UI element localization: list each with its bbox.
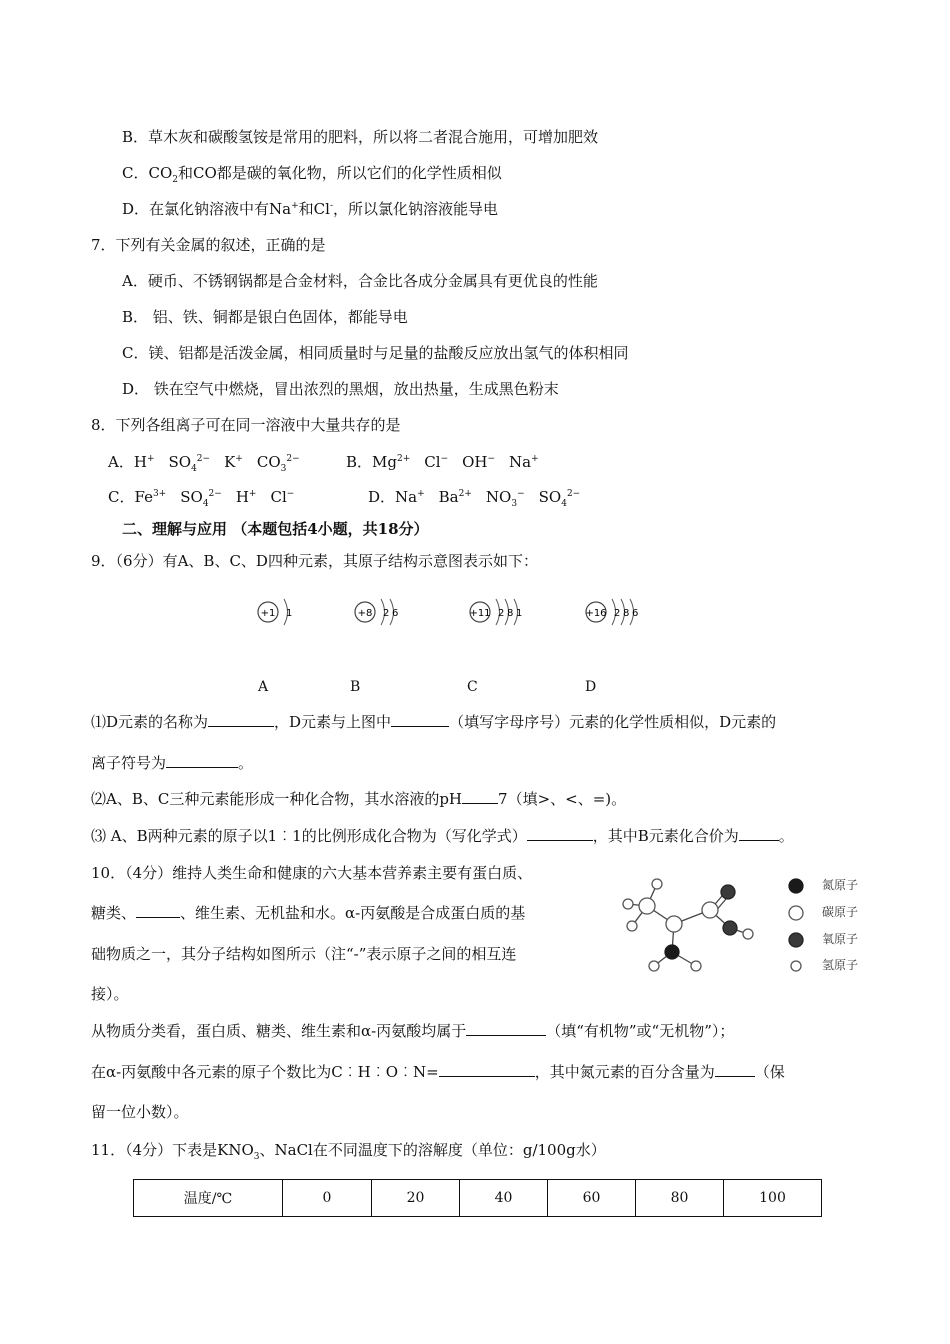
oxygen-atom [723,921,737,935]
table-row [134,1180,822,1217]
electron-count: 6 [632,608,639,619]
carbon-atom [702,902,718,918]
hydrogen-atom [627,921,637,931]
answer-blank[interactable] [208,712,274,727]
hydrogen-atom [652,879,662,889]
hydrogen-atom [623,899,633,909]
atom-diagram-c [469,599,522,625]
table-header-cell: 0 [283,1180,372,1217]
q8-stem: 8．下列各组离子可在同一溶液中大量共存的是 [91,416,401,434]
answer-blank[interactable] [439,1062,535,1077]
q8-option-d [368,487,594,514]
legend-nitrogen: 氮原子 [822,878,859,892]
q10-line5: 从物质分类看，蛋白质、糖类、维生素和α-丙氨酸均属于 （填“有机物”或“无机物”）； [91,1022,735,1040]
legend-carbon: 碳原子 [822,905,859,919]
atom-diagram-b [355,599,398,625]
q7-stem: 7．下列有关金属的叙述，正确的是 [91,236,326,254]
electron-count: 2 [614,608,621,619]
atom-structure-diagrams [240,590,660,640]
ion: $Fe^{3+}$ [134,488,167,506]
option-label: A． [108,453,134,471]
answer-blank[interactable] [136,903,180,918]
legend-hydrogen: 氢原子 [822,958,859,972]
legend-oxygen-atom-marker [789,933,803,947]
ion: $Ba^{2+}$ [438,488,472,506]
table-header-cell: 80 [636,1180,724,1217]
q7-option-b: B． 铝、铁、铜都是银白色固体，都能导电 [122,308,408,326]
legend-carbon-atom-marker [789,906,803,920]
carbon-atom [666,916,682,932]
ion: K+ [224,453,243,471]
atom-label-b: B [350,679,361,695]
ion: Na+ [395,488,425,506]
q11-stem: 11．（4分）下表是$KNO_3$、NaCl在不同温度下的溶解度（单位：g/100g水） [91,1141,606,1162]
ion: Cl− [424,453,449,471]
atom-label-a: A [258,679,269,695]
answer-blank[interactable] [739,826,779,841]
q6-option-d: D．在氯化钠溶液中有Na+和Cl-，所以氯化钠溶液能导电 [122,200,498,218]
electron-count: 2 [498,608,505,619]
q8-option-c [108,487,308,514]
nuclear-charge: +11 [469,608,491,619]
ion: Na+ [509,453,539,471]
ion: Cl− [270,488,295,506]
electron-count: 8 [623,608,630,619]
table-header-cell: 100 [724,1180,822,1217]
option-label: D． [368,488,396,506]
ion: H+ [133,453,155,471]
electron-count: 6 [392,608,399,619]
solubility-table [133,1179,822,1217]
q7-option-d: D． 铁在空气中燃烧，冒出浓烈的黑烟，放出热量，生成黑色粉末 [122,380,559,398]
ion: H+ [235,488,257,506]
nitrogen-atom [665,945,679,959]
q10-line3: 础物质之一，其分子结构如图所示（注“-”表示原子之间的相互连 [91,945,517,963]
q8-option-a [108,452,314,479]
oxygen-atom [721,885,735,899]
answer-blank[interactable] [527,826,593,841]
carbon-atom [639,898,655,914]
answer-blank[interactable] [715,1062,755,1077]
ion: OH− [462,453,496,471]
atom-label-d: D [585,679,597,695]
electron-count: 2 [383,608,390,619]
ion: $SO_4^{2-}$ [168,453,211,474]
hydrogen-atom [691,961,701,971]
q10-line6: 在α-丙氨酸中各元素的原子个数比为C︰H︰O︰N= ，其中氮元素的百分含量为 （保 [91,1063,785,1081]
q9-part1-line2: 离子符号为 。 [91,754,254,772]
ion: $SO_4^{2-}$ [538,488,581,509]
q8-option-b [346,452,553,472]
q9-stem: 9．（6分）有A、B、C、D四种元素，其原子结构示意图表示如下： [91,552,538,570]
q9-part3: ⑶ A、B两种元素的原子以1︰1的比例形成化合物为（写化学式） ，其中B元素化合价为 。 [91,827,794,845]
q10-line2: 糖类、 、维生素、无机盐和水。α-丙氨酸是合成蛋白质的基 [91,904,526,922]
electron-count: 8 [507,608,514,619]
section-title: 二、理解与应用 （本题包括4小题，共18分） [122,520,429,538]
hydrogen-atom [743,929,753,939]
table-header-cell: 40 [460,1180,548,1217]
q10-line7: 留一位小数）。 [91,1103,189,1121]
answer-blank[interactable] [166,753,238,768]
ion: $SO_4^{2-}$ [180,488,222,509]
q7-option-a: A．硬币、不锈钢锅都是合金材料，合金比各成分金属具有更优良的性能 [122,272,598,290]
atom-label-c: C [467,679,478,695]
hydrogen-atom [649,961,659,971]
legend-nitrogen-atom-marker [789,879,803,893]
nuclear-charge: +16 [585,608,607,619]
legend-hydrogen-atom-marker [791,961,801,971]
answer-blank[interactable] [466,1021,546,1036]
legend-oxygen: 氧原子 [822,932,859,946]
ion: $CO_3^{2-}$ [256,453,300,474]
table-header-cell: 60 [548,1180,636,1217]
ion: $NO_3^-$ [485,488,525,509]
atom-diagram-d [585,599,638,625]
option-label: C． [108,488,135,506]
option-label: B． [346,453,373,471]
q10-line1: 10．（4分）维持人类生命和健康的六大基本营养素主要有蛋白质、 [91,864,533,882]
table-header-cell: 20 [372,1180,460,1217]
atom-diagram-a [258,599,292,625]
q10-line4: 接）。 [91,985,129,1003]
q7-option-c: C．镁、铝都是活泼金属，相同质量时与足量的盐酸反应放出氢气的体积相同 [122,344,629,362]
nuclear-charge: +1 [260,608,276,619]
answer-blank[interactable] [462,789,498,804]
q6-option-c: C．$CO_2$和CO都是碳的氧化物，所以它们的化学性质相似 [122,164,502,185]
electron-count: 1 [516,608,523,619]
q6-option-b: B．草木灰和碳酸氢铵是常用的肥料，所以将二者混合施用，可增加肥效 [122,128,599,146]
electron-count: 1 [286,608,293,619]
table-header-cell: 温度/℃ [134,1180,283,1217]
q9-part2: ⑵A、B、C三种元素能形成一种化合物，其水溶液的pH 7（填>、<、=)。 [91,790,627,808]
ion: $Mg^{2+}$ [372,453,411,471]
nuclear-charge: +8 [357,608,373,619]
q9-part1-line1: ⑴D元素的名称为 ，D元素与上图中 （填写字母序号）元素的化学性质相似，D元素的 [91,713,777,731]
answer-blank[interactable] [391,712,449,727]
